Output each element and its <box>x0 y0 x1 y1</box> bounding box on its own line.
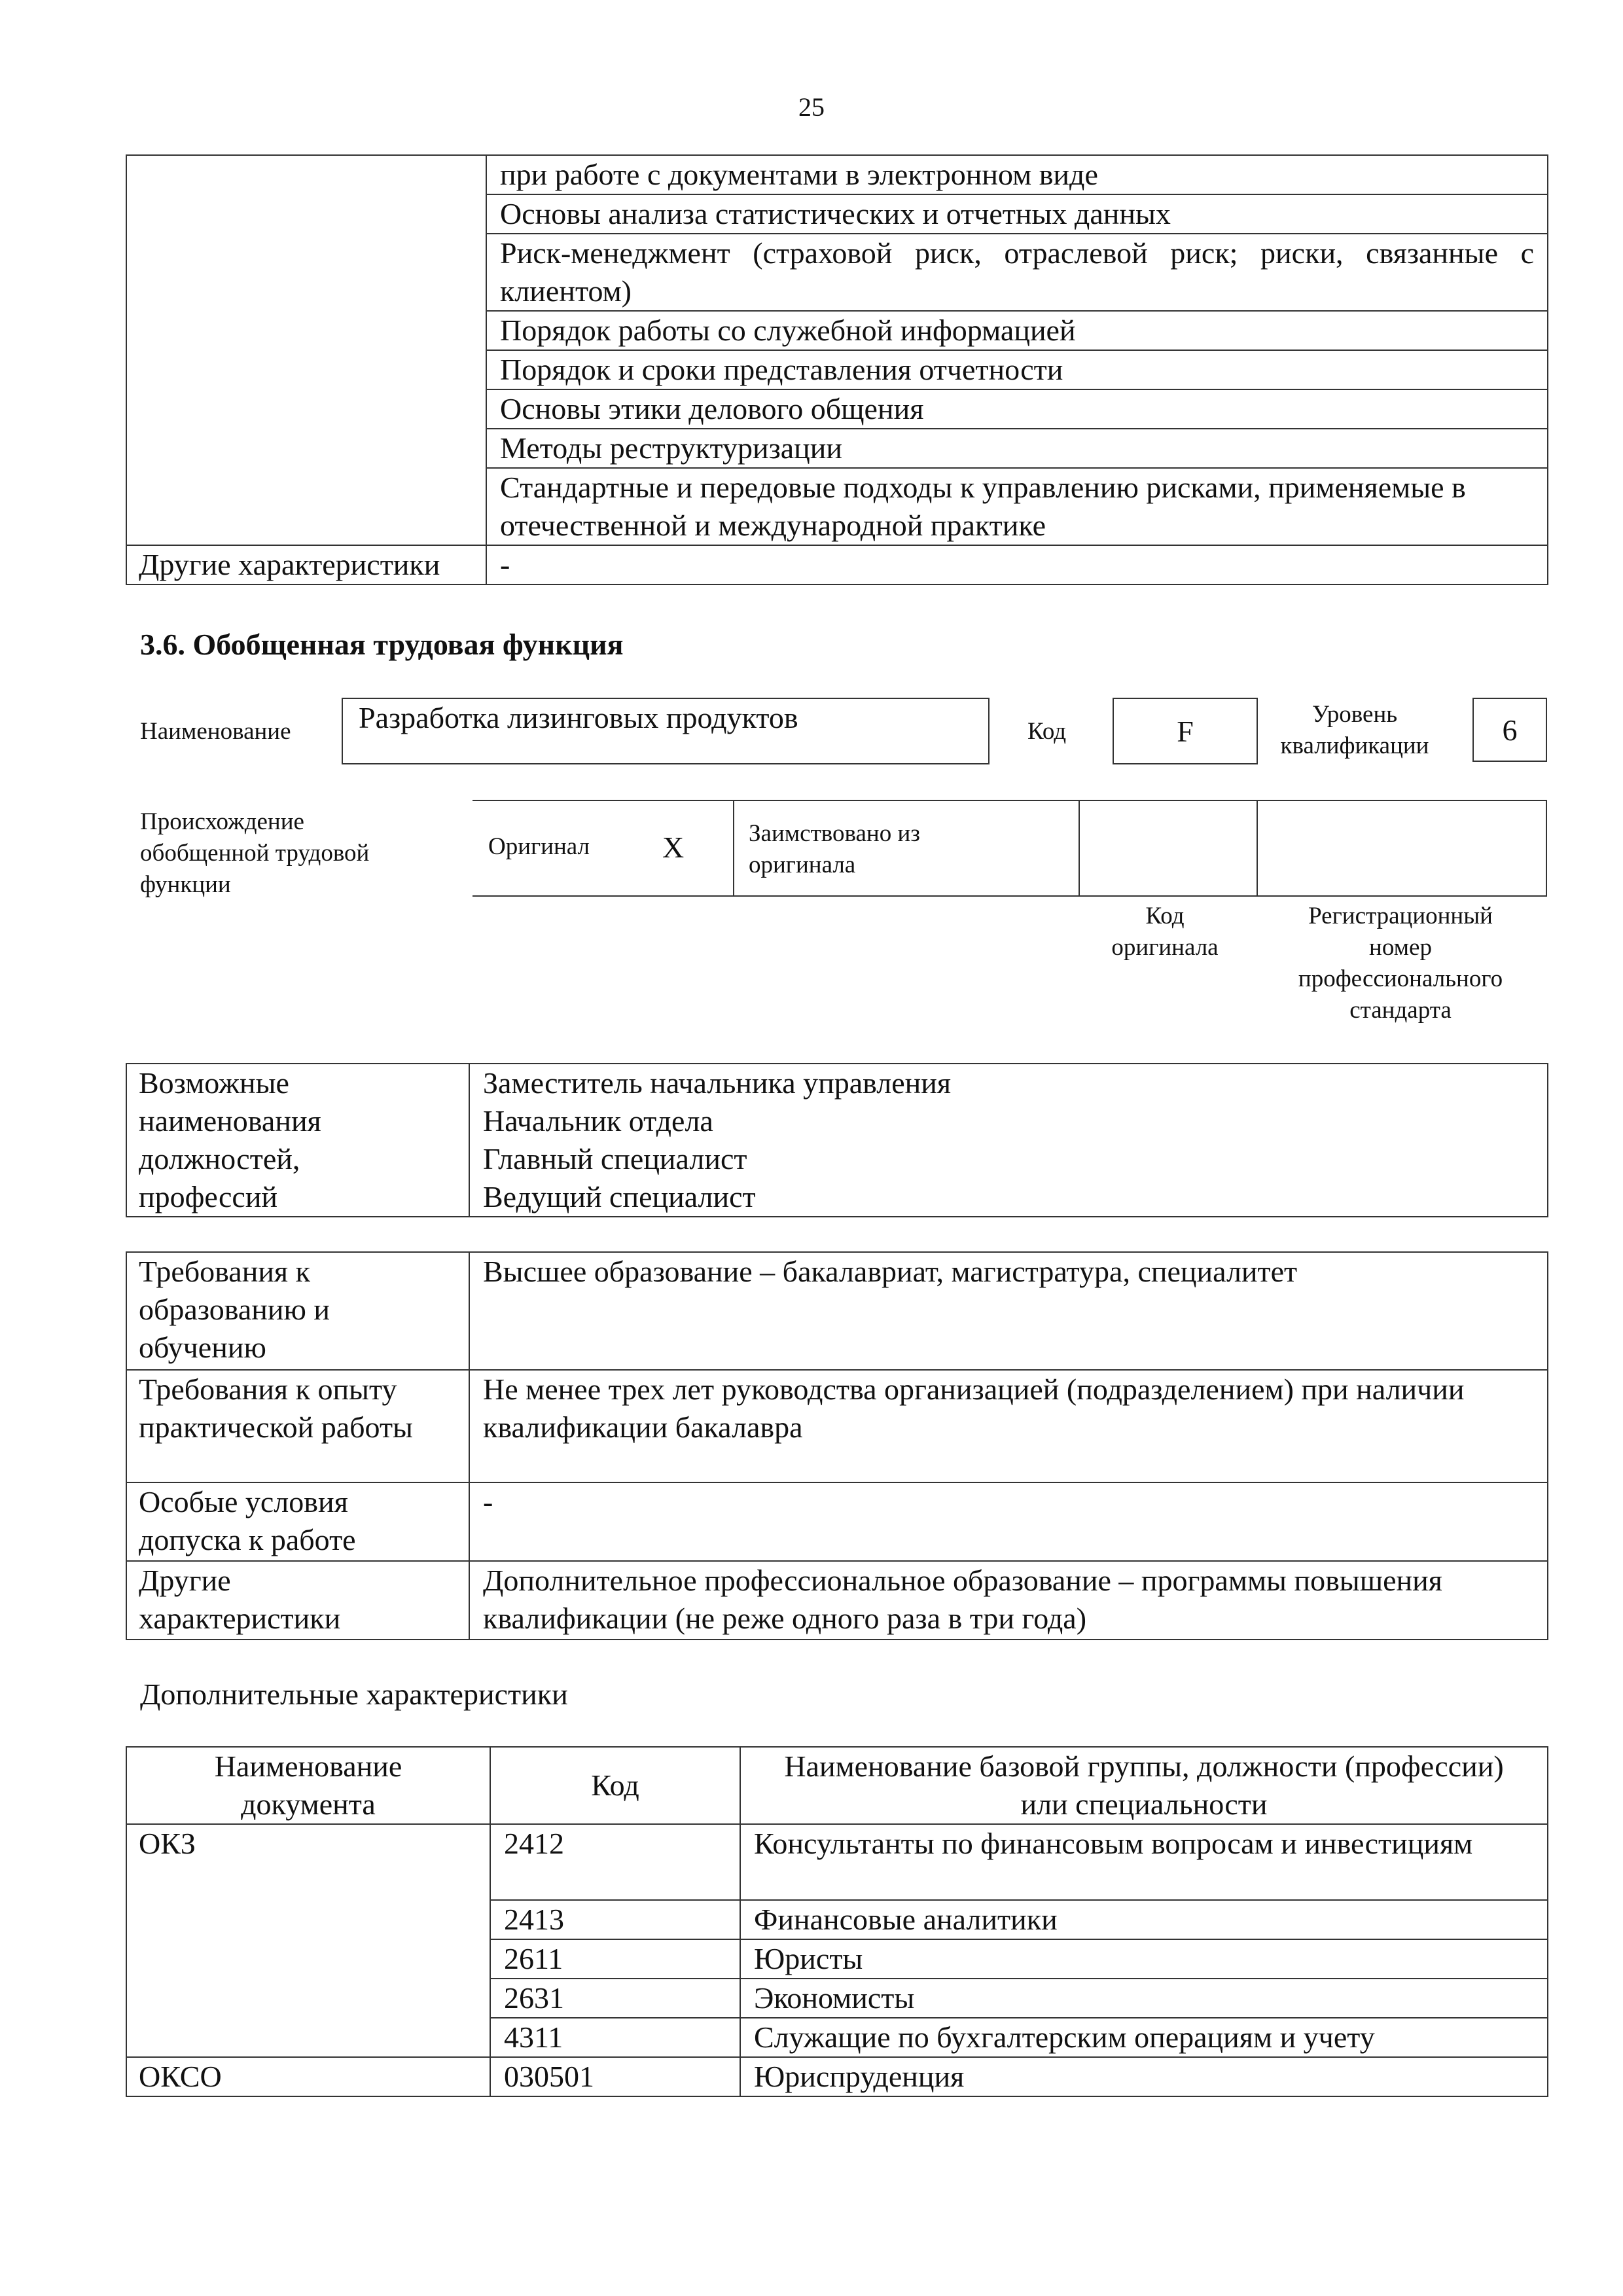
knowledge-row: Методы реструктуризации <box>486 429 1548 468</box>
additional-table <box>126 1746 1548 2097</box>
gtf-code-value: F <box>1177 715 1194 748</box>
origin-reg-caption: Регистрационный номер профессионального стандарта <box>1298 903 1503 1024</box>
req-label: Другие характеристики <box>126 1561 469 1640</box>
origin-original-label: Оригинал <box>488 833 590 860</box>
position-item: Главный специалист <box>483 1142 747 1175</box>
req-value: - <box>469 1482 1548 1561</box>
gtf-code-box <box>1113 698 1258 764</box>
add-header: Наименование базовой группы, должности (профессии) или специальности <box>740 1747 1548 1824</box>
origin-borrowed-label: Заимствовано из оригинала <box>749 820 920 878</box>
origin-divider <box>1257 801 1258 897</box>
origin-label: Происхождение обобщенной трудовой функции <box>140 808 370 898</box>
knowledge-row: Порядок и сроки представления отчетности <box>486 350 1548 389</box>
add-name: Служащие по бухгалтерским операциям и учету <box>740 2018 1548 2057</box>
page-number: 25 <box>798 92 825 122</box>
req-value: Не менее трех лет руководства организацией (подразделением) при наличии квалификации бакалавра <box>469 1370 1548 1482</box>
origin-divider <box>1546 801 1547 897</box>
positions-table <box>126 1063 1548 1217</box>
req-label: Особые условия допуска к работе <box>126 1482 469 1561</box>
origin-code-caption: Код оригинала <box>1111 903 1219 961</box>
origin-table <box>473 800 1547 897</box>
position-item: Начальник отдела <box>483 1104 713 1138</box>
add-name: Юристы <box>740 1939 1548 1979</box>
add-code: 2631 <box>490 1979 740 2018</box>
add-code: 2412 <box>490 1824 740 1900</box>
knowledge-table <box>126 154 1548 585</box>
knowledge-row: Основы анализа статистических и отчетных данных <box>486 194 1548 234</box>
knowledge-row: Порядок работы со служебной информацией <box>486 311 1548 350</box>
origin-original-mark: X <box>662 831 685 864</box>
add-name: Финансовые аналитики <box>740 1900 1548 1939</box>
add-code: 2611 <box>490 1939 740 1979</box>
req-value: Дополнительное профессиональное образование – программы повышения квалификации (не реже одного раза в три года) <box>469 1561 1548 1640</box>
req-label: Требования к образованию и обучению <box>126 1252 469 1370</box>
knowledge-row: Стандартные и передовые подходы к управлению рисками, применяемые в отечественной и международной практике <box>486 468 1548 545</box>
knowledge-row: Риск-менеджмент (страховой риск, отраслевой риск; риски, связанные с клиентом) <box>486 234 1548 311</box>
add-code: 030501 <box>490 2057 740 2096</box>
add-header: Наименование документа <box>126 1747 490 1824</box>
positions-label: Возможные наименования должностей, профессий <box>126 1064 469 1217</box>
positions-values <box>469 1064 1548 1217</box>
position-item: Ведущий специалист <box>483 1180 756 1213</box>
other-char-label: Другие характеристики <box>126 545 486 584</box>
add-code: 4311 <box>490 2018 740 2057</box>
add-name: Консультанты по финансовым вопросам и инвестициям <box>740 1824 1548 1900</box>
add-name: Юриспруденция <box>740 2057 1548 2096</box>
add-code: 2413 <box>490 1900 740 1939</box>
origin-divider <box>1079 801 1080 897</box>
section-title: 3.6. Обобщенная трудовая функция <box>140 628 624 661</box>
other-char-value: - <box>486 545 1548 584</box>
req-value: Высшее образование – бакалавриат, магистратура, специалитет <box>469 1252 1548 1370</box>
gtf-name-value: Разработка лизинговых продуктов <box>359 701 798 734</box>
gtf-name-label: Наименование <box>140 718 291 745</box>
gtf-level-box <box>1472 698 1547 762</box>
gtf-name-box <box>342 698 990 764</box>
knowledge-row: Основы этики делового общения <box>486 389 1548 429</box>
add-name: Экономисты <box>740 1979 1548 2018</box>
requirements-table <box>126 1251 1548 1640</box>
position-item: Заместитель начальника управления <box>483 1066 952 1100</box>
knowledge-row: при работе с документами в электронном виде <box>486 155 1548 194</box>
additional-title: Дополнительные характеристики <box>140 1677 568 1711</box>
okso-cell: ОКСО <box>126 2057 490 2096</box>
gtf-code-label: Код <box>1027 718 1067 745</box>
gtf-level-value: 6 <box>1502 713 1518 747</box>
okz-cell: ОКЗ <box>126 1824 490 2057</box>
req-label: Требования к опыту практической работы <box>126 1370 469 1482</box>
knowledge-label-cell <box>126 155 486 545</box>
add-header: Код <box>490 1747 740 1824</box>
gtf-level-label: Уровень квалификации <box>1280 701 1429 759</box>
origin-divider <box>733 801 734 897</box>
